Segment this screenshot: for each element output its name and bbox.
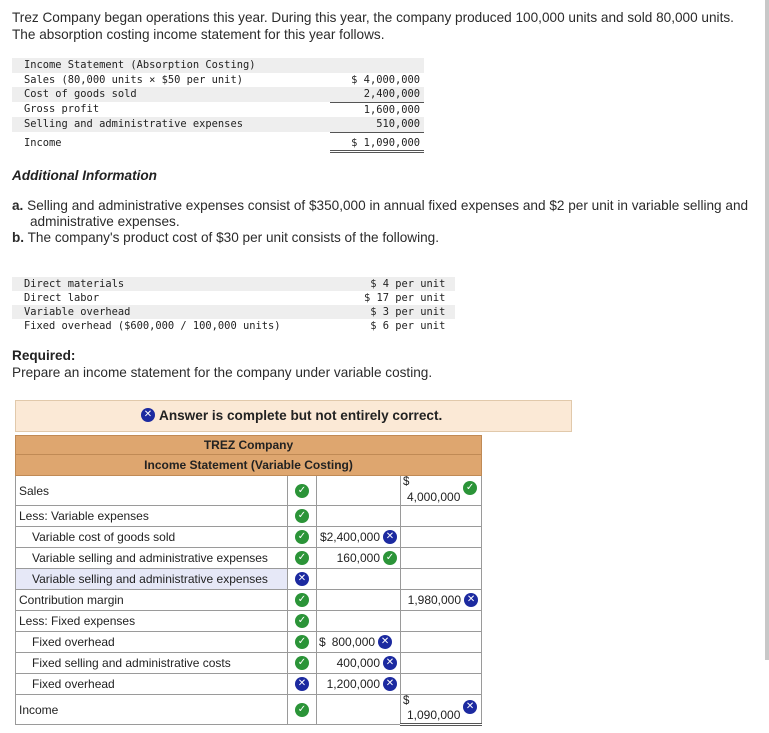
amount-value: 800,000 xyxy=(331,634,376,649)
amount-input[interactable] xyxy=(317,527,401,548)
row-label-input[interactable]: Income xyxy=(16,695,288,725)
total-input[interactable] xyxy=(401,695,482,725)
statement-amount: $ 1,090,000 xyxy=(330,132,424,152)
status-cell xyxy=(288,674,317,695)
row-label-input[interactable]: Fixed overhead xyxy=(16,632,288,653)
table-row xyxy=(16,632,482,653)
statement-amount: 2,400,000 xyxy=(330,87,424,102)
amount-input[interactable] xyxy=(317,548,401,569)
statement-amount xyxy=(330,58,424,73)
x-circle-icon: ✕ xyxy=(383,677,397,691)
status-cell xyxy=(288,611,317,632)
cost-row xyxy=(12,291,455,305)
check-circle-icon: ✓ xyxy=(295,635,309,649)
product-cost-table xyxy=(12,277,455,333)
total-input[interactable] xyxy=(401,569,482,590)
row-label-input[interactable]: Less: Fixed expenses xyxy=(16,611,288,632)
total-value: 4,000,000 xyxy=(407,490,461,504)
intro-text: Trez Company began operations this year. During this year, the company produced 100,000 units and sold 80,000 units. The absorption costing income statement for this year follows. xyxy=(12,10,734,42)
statement-amount: 1,600,000 xyxy=(363,103,420,116)
check-circle-icon: ✓ xyxy=(295,656,309,670)
table-row xyxy=(16,611,482,632)
absorption-statement xyxy=(12,58,424,153)
row-label-input[interactable]: Fixed selling and administrative costs xyxy=(16,653,288,674)
statement-label: Income Statement (Absorption Costing) xyxy=(12,58,330,73)
cost-amount: $ 3 per unit xyxy=(324,305,455,319)
statement-label: Cost of goods sold xyxy=(12,87,330,102)
statement-row xyxy=(12,58,424,73)
row-label-input[interactable]: Fixed overhead xyxy=(16,674,288,695)
amount-input[interactable] xyxy=(317,632,401,653)
table-row xyxy=(16,569,482,590)
table-header-company xyxy=(16,436,482,455)
row-label-input[interactable]: Variable selling and administrative expenses xyxy=(16,569,288,590)
x-circle-icon: ✕ xyxy=(295,572,309,586)
total-value: 1,980,000 xyxy=(407,592,462,607)
dollar-sign: $ xyxy=(319,634,326,649)
statement-label: Sales (80,000 units × $50 per unit) xyxy=(24,73,243,86)
banner-content xyxy=(141,408,442,423)
check-circle-icon: ✓ xyxy=(383,551,397,565)
amount-input[interactable] xyxy=(317,506,401,527)
check-circle-icon: ✓ xyxy=(463,481,477,495)
page-scrollbar[interactable] xyxy=(765,0,769,660)
info-item-b xyxy=(12,230,764,246)
cost-row xyxy=(12,277,455,291)
info-item-a xyxy=(12,198,764,230)
cost-label: Variable overhead xyxy=(12,305,324,319)
statement-row xyxy=(12,102,424,117)
banner-text: Answer is complete but not entirely correct. xyxy=(159,408,443,423)
statement-title: Income Statement (Variable Costing) xyxy=(16,455,482,476)
row-label-input[interactable]: Variable cost of goods sold xyxy=(16,527,288,548)
cost-label: Direct labor xyxy=(24,292,100,304)
total-input[interactable] xyxy=(401,548,482,569)
total-input[interactable] xyxy=(401,632,482,653)
statement-label: Selling and administrative expenses xyxy=(12,117,330,132)
total-input[interactable] xyxy=(401,674,482,695)
total-input[interactable] xyxy=(401,506,482,527)
check-circle-icon: ✓ xyxy=(295,703,309,717)
total-input[interactable] xyxy=(401,476,482,506)
total-input[interactable] xyxy=(401,527,482,548)
amount-input[interactable] xyxy=(317,590,401,611)
statement-row xyxy=(12,73,424,88)
amount-input[interactable] xyxy=(317,674,401,695)
x-circle-icon: ✕ xyxy=(463,700,477,714)
table-row xyxy=(16,590,482,611)
table-row xyxy=(16,548,482,569)
status-cell xyxy=(288,653,317,674)
row-label-input[interactable]: Less: Variable expenses xyxy=(16,506,288,527)
cost-row xyxy=(12,319,455,333)
amount-input[interactable] xyxy=(317,653,401,674)
table-header-title xyxy=(16,455,482,476)
cost-label: Fixed overhead ($600,000 / 100,000 units) xyxy=(24,320,281,332)
required-text: Prepare an income statement for the company under variable costing. xyxy=(12,365,433,380)
dollar-sign: $ xyxy=(403,695,410,707)
additional-info-list xyxy=(12,198,764,246)
required-heading: Required: xyxy=(12,348,76,363)
statement-amount: 510,000 xyxy=(330,117,424,132)
x-circle-icon: ✕ xyxy=(141,408,155,422)
additional-info-heading: Additional Information xyxy=(12,168,157,183)
status-cell xyxy=(288,695,317,725)
status-cell xyxy=(288,632,317,653)
statement-row xyxy=(12,132,424,152)
statement-label: Gross profit xyxy=(24,103,100,116)
amount-value: 160,000 xyxy=(336,550,380,565)
x-circle-icon: ✕ xyxy=(464,593,478,607)
check-circle-icon: ✓ xyxy=(295,530,309,544)
variable-costing-answer-table xyxy=(15,435,482,726)
status-cell xyxy=(288,569,317,590)
table-row xyxy=(16,653,482,674)
cost-row xyxy=(12,305,455,319)
table-row xyxy=(16,476,482,506)
company-name: TREZ Company xyxy=(16,436,482,455)
cost-amount: $ 4 per unit xyxy=(324,277,455,291)
info-a-prefix: a. xyxy=(12,198,24,213)
table-row xyxy=(16,695,482,725)
amount-value: $2,400,000 xyxy=(319,529,380,544)
status-cell xyxy=(288,506,317,527)
total-input[interactable] xyxy=(401,653,482,674)
amount-input[interactable] xyxy=(317,611,401,632)
x-circle-icon: ✕ xyxy=(295,677,309,691)
row-label-input[interactable]: Contribution margin xyxy=(16,590,288,611)
check-circle-icon: ✓ xyxy=(295,509,309,523)
statement-row xyxy=(12,117,424,132)
cost-label: Direct materials xyxy=(12,277,324,291)
amount-input[interactable] xyxy=(317,695,401,725)
info-a-text: Selling and administrative expenses consist of $350,000 in annual fixed expenses and $2 per unit in variable selling and administrative expenses. xyxy=(27,198,749,229)
table-row xyxy=(16,674,482,695)
info-b-prefix: b. xyxy=(12,230,25,245)
amount-input[interactable] xyxy=(317,569,401,590)
table-row xyxy=(16,506,482,527)
dollar-sign: $ xyxy=(403,476,410,488)
statement-label: Income xyxy=(24,137,62,149)
row-label-input[interactable]: Variable selling and administrative expenses xyxy=(16,548,288,569)
amount-value: 400,000 xyxy=(336,655,380,670)
total-input[interactable] xyxy=(401,590,482,611)
x-circle-icon: ✕ xyxy=(383,530,397,544)
check-circle-icon: ✓ xyxy=(295,614,309,628)
check-circle-icon: ✓ xyxy=(295,484,309,498)
status-cell xyxy=(288,548,317,569)
check-circle-icon: ✓ xyxy=(295,551,309,565)
table-row xyxy=(16,527,482,548)
status-cell xyxy=(288,590,317,611)
check-circle-icon: ✓ xyxy=(295,593,309,607)
answer-status-banner xyxy=(15,400,572,432)
cost-amount: $ 17 per unit xyxy=(364,292,446,304)
x-circle-icon: ✕ xyxy=(378,635,392,649)
statement-row xyxy=(12,87,424,102)
info-b-text: The company's product cost of $30 per unit consists of the following. xyxy=(27,230,440,245)
status-cell xyxy=(288,476,317,506)
row-label-input[interactable]: Sales xyxy=(16,476,288,506)
cost-amount: $ 6 per unit xyxy=(370,320,446,332)
status-cell xyxy=(288,527,317,548)
total-input[interactable] xyxy=(401,611,482,632)
total-value: 1,090,000 xyxy=(407,708,461,722)
amount-value: 1,200,000 xyxy=(326,676,380,691)
statement-amount: $ 4,000,000 xyxy=(351,73,420,86)
x-circle-icon: ✕ xyxy=(383,656,397,670)
amount-input[interactable] xyxy=(317,476,401,506)
